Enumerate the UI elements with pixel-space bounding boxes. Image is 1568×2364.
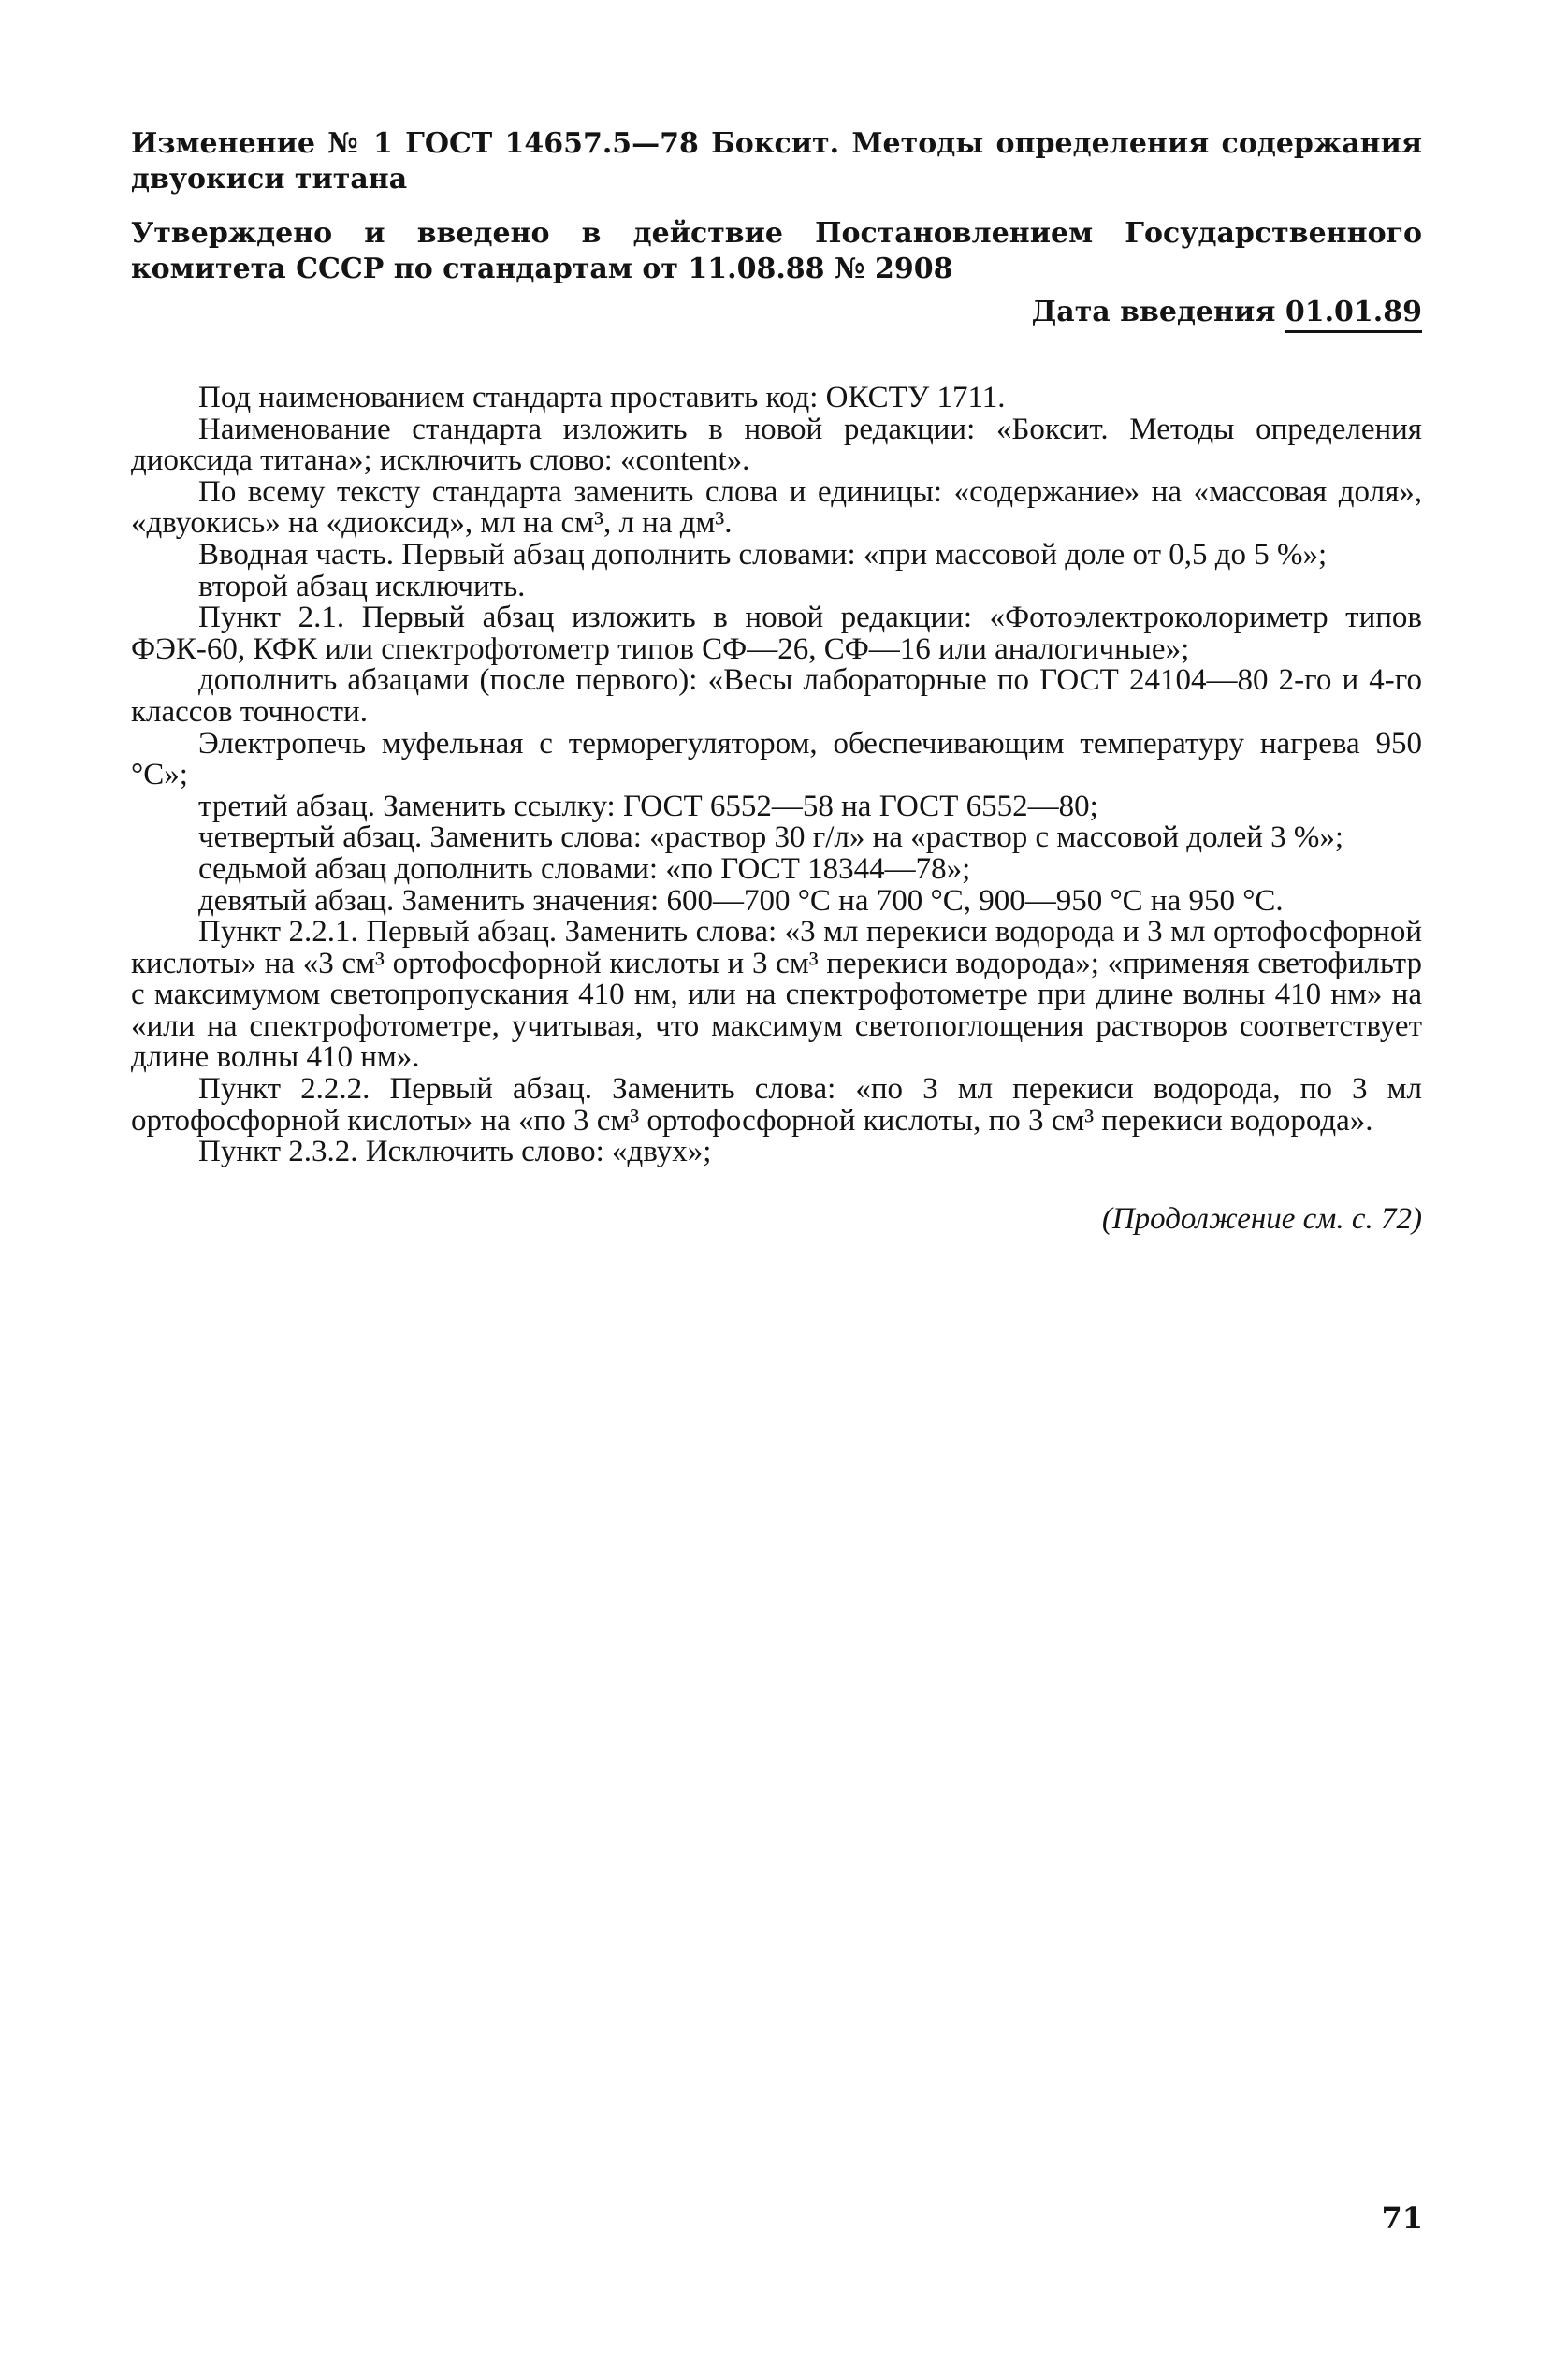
continuation-note: (Продолжение см. с. 72): [1101, 1201, 1422, 1236]
paragraph: Наименование стандарта изложить в новой редакции: «Боксит. Методы определения диоксида титана»; исключить слово: «content».: [131, 412, 1422, 478]
paragraph: Пункт 2.2.2. Первый абзац. Заменить слова: «по 3 мл перекиси водорода, по 3 мл ортофосфорной кислоты» на «по 3 см³ ортофосфорной кислоты, по 3 см³ перекиси водорода».: [131, 1072, 1422, 1138]
document-page: [131, 126, 1422, 1236]
paragraph: По всему тексту стандарта заменить слова и единицы: «содержание» на «массовая доля», «двуокись» на «диоксид», мл на см³, л на дм³.: [131, 474, 1422, 541]
amendment-body: [131, 383, 1422, 1168]
paragraph: Пункт 2.1. Первый абзац изложить в новой редакции: «Фотоэлектроколориметр типов ФЭК-60, КФК или спектрофотометр типов СФ—26, СФ—16 или аналогичные»;: [131, 601, 1422, 666]
paragraph: дополнить абзацами (после первого): «Весы лабораторные по ГОСТ 24104—80 2-го и 4-го классов точности.: [131, 663, 1422, 729]
effective-date-value: 01.01.89: [1285, 296, 1422, 333]
effective-date-label: Дата введения: [1031, 296, 1276, 328]
paragraph: третий абзац. Заменить ссылку: ГОСТ 6552—58 на ГОСТ 6552—80;: [198, 789, 1098, 823]
document-title: Изменение № 1 ГОСТ 14657.5—78 Боксит. Методы определения содержания двуокиси титана: [131, 127, 1422, 196]
paragraph: Под наименованием стандарта проставить код: ОКСТУ 1711.: [198, 381, 1006, 414]
paragraph: девятый абзац. Заменить значения: 600—700 °С на 700 °С, 900—950 °С на 950 °С.: [198, 883, 1284, 918]
paragraph: седьмой абзац дополнить словами: «по ГОСТ 18344—78»;: [198, 851, 971, 886]
paragraph: Пункт 2.3.2. Исключить слово: «двух»;: [198, 1135, 712, 1169]
paragraph: Пункт 2.2.1. Первый абзац. Заменить слова: «3 мл перекиси водорода и 3 мл ортофосфорной кислоты» на «3 см³ ортофосфорной кислоты и 3 см³ перекиси водорода»; «применяя светофильтр с максимумом светопропускания 410 нм, или на спектрофотометре при длине волны 410 нм» на «или на спектрофотометре, учитывая, что максимум светопоглощения растворов соответствует длине волны 410 нм».: [131, 915, 1422, 1075]
effective-date: [131, 295, 1422, 330]
approval-statement: Утверждено и введено в действие Постановлением Государственного комитета СССР по стандартам от 11.08.88 № 2908: [131, 217, 1422, 285]
page-number: 71: [1381, 2200, 1423, 2236]
paragraph: четвертый абзац. Заменить слова: «раствор 30 г/л» на «раствор с массовой долей 3 %»;: [198, 820, 1344, 855]
paragraph: Электропечь муфельная с терморегулятором, обеспечивающим температуру нагрева 950 °С»;: [131, 726, 1422, 792]
paragraph: второй абзац исключить.: [198, 569, 526, 603]
paragraph: Вводная часть. Первый абзац дополнить словами: «при массовой доле от 0,5 до 5 %»;: [198, 537, 1328, 572]
